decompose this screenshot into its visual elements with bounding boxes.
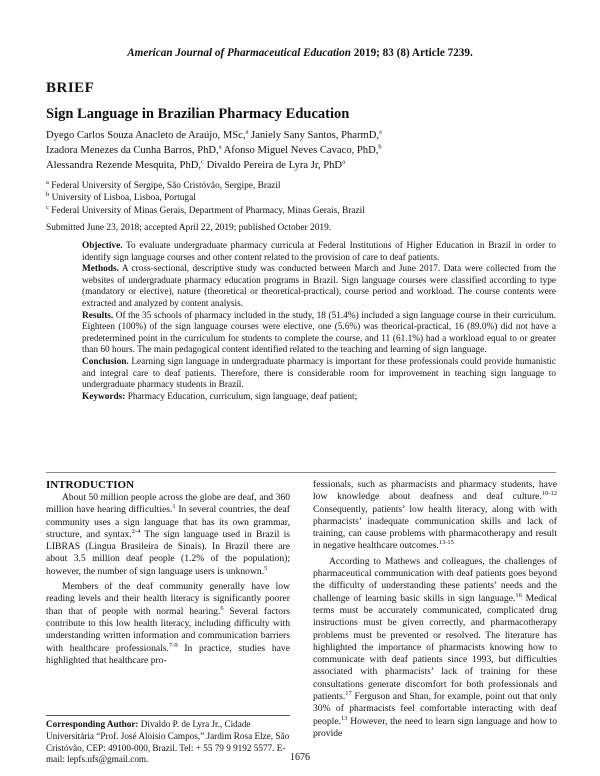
abstract-results — [82, 311, 556, 357]
section-divider — [46, 472, 556, 473]
affiliation-mark: a — [46, 178, 49, 186]
citation-ref: 6 — [220, 604, 224, 612]
abstract-label: Objective. — [82, 241, 123, 251]
abstract-text: To evaluate undergraduate pharmacy curricula at Federal Institutions of Higher Education in Brazil in order to identify sign language courses and other content related to the provision of care to deaf patients. — [82, 241, 556, 263]
citation-ref: 7-9 — [168, 641, 178, 649]
affiliation — [46, 180, 566, 192]
abstract-keywords — [82, 392, 556, 404]
left-column — [46, 479, 290, 667]
page-number: 1676 — [290, 752, 310, 763]
abstract-methods — [82, 264, 556, 310]
body-paragraph — [313, 556, 557, 740]
corresponding-author-label: Corresponding Author: — [46, 719, 139, 729]
affiliation-text: Federal University of Minas Gerais, Department of Pharmacy, Minas Gerais, Brazil — [48, 205, 365, 216]
citation-ref: 13-15 — [438, 539, 454, 547]
author-affiliation-mark: a — [245, 128, 249, 136]
affiliation-text: University of Lisboa, Lisboa, Portugal — [49, 193, 196, 204]
article-title: Sign Language in Brazilian Pharmacy Education — [46, 106, 350, 122]
paragraph-text: In several countries, the deaf community uses a sign language that has its own grammar, structure, and syntax. — [46, 504, 291, 540]
paragraph-text: Medical terms must be accurately communicated, complicated drug instructions must be given correctly, and pharmacotherapy problems must be prevented or resolved. The literature has highlighted the importance of pharmacists knowing how to communicate with deaf patients since 1993, but difficulties associated with pharmacists’ lack of training for these consultations generate discomfort for both professionals and patients. — [313, 592, 558, 703]
paragraph-text: Ferguson and Shan, for example, point out that only 30% of pharmacists feel comfortable interacting with deaf people. — [313, 691, 557, 727]
right-column — [313, 479, 557, 740]
paragraph-text: fessionals, such as pharmacists and pharmacy students, have low knowledge about deafness and deaf culture. — [313, 479, 557, 503]
citation-ref: 17 — [345, 689, 352, 697]
submission-dates: Submitted June 23, 2018; accepted April 22, 2019; published October 2019. — [46, 223, 332, 233]
body-paragraph — [46, 581, 290, 667]
author: Dyego Carlos Souza Anacleto de Araújo, MSc, — [46, 130, 246, 141]
keywords-text: Pharmacy Education, curriculum, sign language, deaf patient; — [125, 391, 358, 402]
citation-ref: 5 — [264, 564, 268, 572]
citation-ref: 13 — [340, 714, 348, 722]
paragraph-text: However, the need to learn sign language and how to provide — [313, 715, 557, 739]
author-affiliation-mark: a — [379, 128, 382, 136]
abstract-conclusion — [82, 357, 556, 392]
journal-citation: 2019; 83 (8) Article 7239. — [350, 47, 473, 59]
abstract-text: Of the 35 schools of pharmacy included in the study, 18 (51.4%) included a sign language course in their curriculum. Eighteen (100%) of the sign language courses were elective, one (5.6%) was theorical-practical, 16 (89.0%) did not have a predetermined point in the curriculum for students to complete the course, and 11 (61.1%) had a workload equal to or greater than 60 hours. The main pedagogical content identified related to the teaching and learning of sign language. — [82, 310, 556, 356]
abstract-label: Conclusion. — [82, 356, 129, 367]
paragraph-text: About 50 million people across the globe are deaf, and 360 million have hearing difficulties. — [46, 492, 290, 516]
corresponding-author-text: Divaldo P. de Lyra Jr., Cidade Universitária “Prof. José Aloísio Campos,” Jardim Rosa Elze, São Cristóvão, CEP: 49100-000, Brazil. Tel: + 55 79 9 9192 5577. E-mail: lepfs.ufs@gmail.com. — [46, 719, 290, 765]
citation-ref: 1 — [172, 503, 176, 511]
body-paragraph — [46, 492, 290, 578]
author-list — [46, 128, 566, 173]
author: Janiely Sany Santos, PharmD, — [248, 130, 380, 141]
citation-ref: 10-12 — [541, 490, 557, 498]
affiliation-mark: b — [46, 191, 50, 199]
paragraph-text: Consequently, patients’ low health literacy, along with with pharmacists’ inadequate communication skills and lack of training, can cause problems with pharmacotherapy and result in negative healthcare outcomes. — [313, 503, 557, 552]
affiliation-list — [46, 180, 566, 217]
paragraph-text: In practice, studies have highlighted that healthcare pro- — [46, 642, 290, 666]
affiliation-mark: c — [46, 203, 49, 211]
affiliation — [46, 205, 566, 217]
abstract-text: Learning sign language in undergraduate pharmacy is important for these professionals could provide humanistic and integral care to deaf patients. Therefore, there is considerable room for improvement in teaching sign language to undergraduate pharmacy students in Brazil. — [82, 356, 556, 391]
paragraph-text: Members of the deaf community generally have low reading levels and their health literacy is significantly poorer than that of people with normal hearing. — [46, 581, 290, 617]
citation-ref: 2-4 — [131, 527, 141, 535]
author-affiliation-mark: c — [201, 158, 204, 166]
paragraph-text: According to Mathews and colleagues, the challenges of pharmaceutical communication with deaf patients goes beyond the difficulty of understanding these patients’ needs and the challenge of learning basic skills in sign language. — [313, 555, 557, 604]
author: Izadora Menezes da Cunha Barros, PhD, — [46, 145, 219, 156]
affiliation — [46, 192, 566, 204]
author-affiliation-mark: a — [342, 158, 345, 166]
author: Alessandra Rezende Mesquita, PhD, — [46, 160, 202, 171]
body-paragraph — [313, 479, 557, 553]
footnote-divider — [46, 715, 290, 716]
journal-name: American Journal of Pharmaceutical Education — [127, 47, 351, 59]
keywords-label: Keywords: — [82, 391, 126, 402]
abstract-label: Methods. — [82, 264, 119, 275]
author-affiliation-mark: b — [378, 143, 382, 151]
author: Divaldo Pereira de Lyra Jr, PhD — [203, 160, 343, 171]
section-heading: INTRODUCTION — [46, 479, 135, 491]
abstract-text: A cross-sectional, descriptive study was conducted between March and June 2017. Data were collected from the websites of undergraduate pharmacy education programs in Brazil. Sign language courses were classified according to type (mandatory or elective), nature (theoretical or theoretical-practical), course period and workload. The course contents were extracted and analyzed by content analysis. — [82, 264, 556, 309]
author-affiliation-mark: a — [218, 143, 222, 151]
abstract-objective — [82, 241, 556, 264]
affiliation-text: Federal University of Sergipe, São Cristóvão, Sergipe, Brazil — [48, 181, 281, 191]
citation-ref: 16 — [515, 591, 522, 599]
paragraph-text: Several factors contribute to this low health literacy, including difficulty with understanding written information and communication barriers with healthcare professionals. — [46, 605, 290, 654]
paragraph-text: The sign language used in Brazil is LIBRAS (Lingua Brasileira de Sinais). In Brazil there are about 3.5 million deaf people (1.2% of the population); however, the number of sign language users is unknown. — [46, 528, 290, 577]
author: Afonso Miguel Neves Cavaco, PhD, — [221, 145, 379, 156]
section-tag: BRIEF — [46, 80, 95, 96]
abstract-label: Results. — [82, 310, 114, 321]
journal-header — [0, 47, 600, 59]
abstract — [82, 241, 556, 403]
